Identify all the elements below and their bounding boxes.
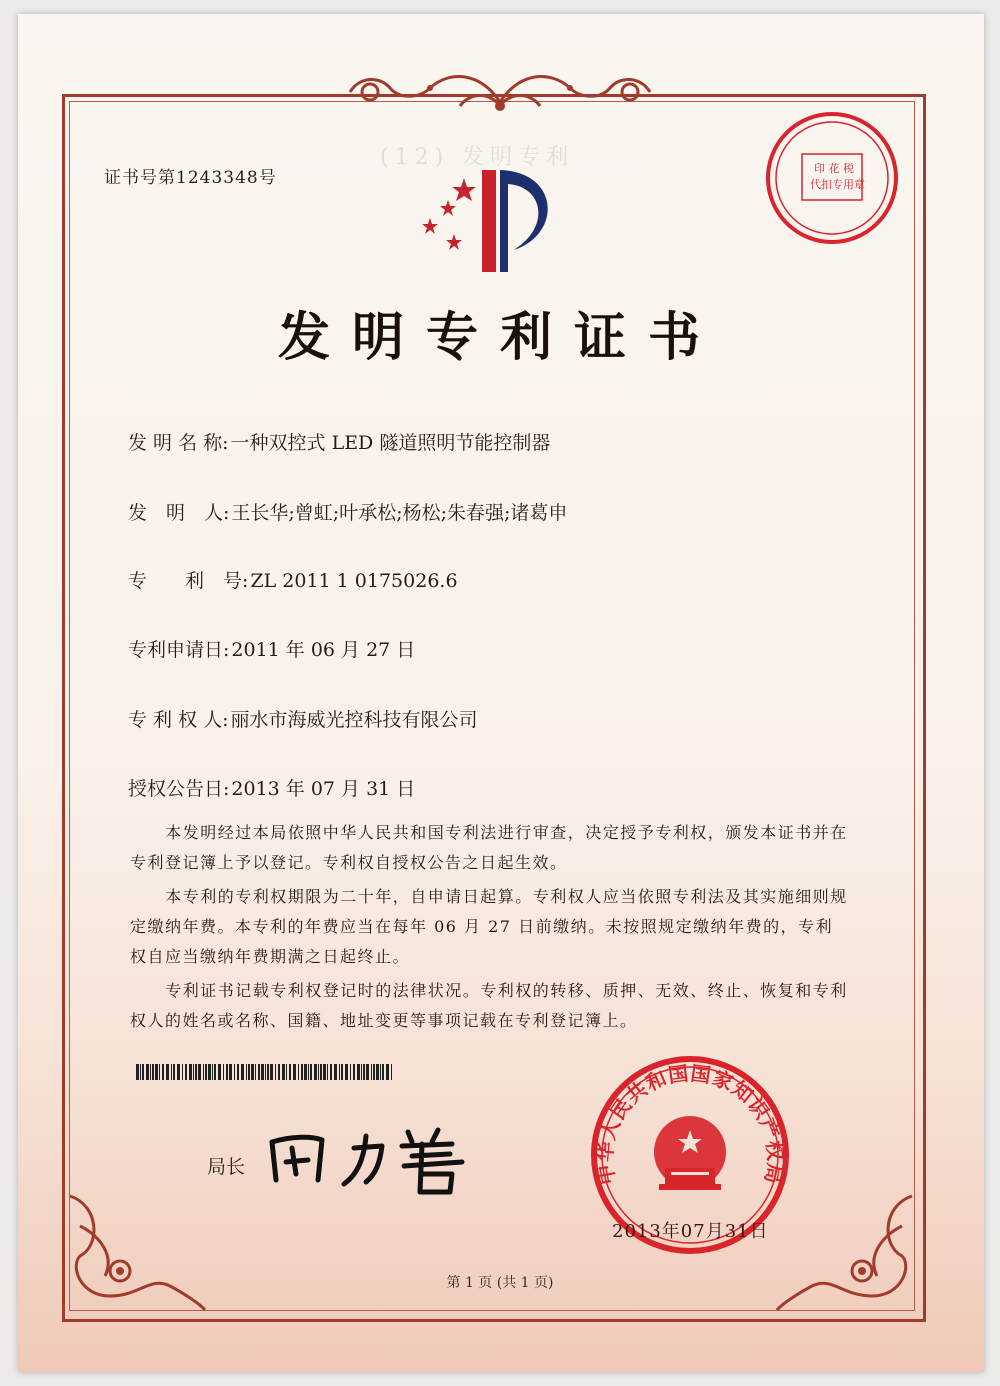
barcode-bar — [304, 1064, 307, 1080]
barcode-bar — [278, 1064, 280, 1080]
barcode-bar — [234, 1064, 235, 1080]
barcode-bar — [261, 1064, 264, 1080]
barcode-bar — [241, 1064, 244, 1080]
svg-text:印 花 税: 印 花 税 — [814, 162, 854, 175]
barcode-bar — [386, 1064, 389, 1080]
barcode-bar — [373, 1064, 375, 1080]
barcode-bar — [323, 1064, 326, 1080]
field-value: 2011 年 06 月 27 日 — [231, 639, 416, 661]
barcode-bar — [282, 1064, 285, 1080]
barcode-bar — [353, 1064, 355, 1080]
barcode-bar — [327, 1064, 328, 1080]
top-ornament — [330, 62, 670, 120]
body-paragraph: 专利证书记载专利权登记时的法律状况。专利权的转移、质押、无效、终止、恢复和专利权人的姓名或名称、国籍、地址变更等事项记载在专利登记簿上。 — [130, 981, 848, 1030]
field-invention-name — [128, 428, 550, 455]
barcode-bar — [212, 1064, 213, 1080]
barcode-bar — [270, 1064, 273, 1080]
barcode-bar — [177, 1064, 180, 1080]
sipo-logo — [410, 160, 570, 280]
svg-text:代扣专用章: 代扣专用章 — [810, 178, 865, 191]
barcode-bar — [173, 1064, 175, 1080]
barcode-bar — [214, 1064, 216, 1080]
barcode-bar — [361, 1064, 362, 1080]
field-patentee — [128, 705, 478, 732]
barcode-bar — [301, 1064, 303, 1080]
barcode-bar — [320, 1064, 322, 1080]
barcode-bar — [318, 1064, 319, 1080]
barcode-bar — [345, 1064, 348, 1080]
director-label: 局长 — [207, 1156, 246, 1178]
field-patent-number — [128, 566, 458, 593]
barcode-bar — [275, 1064, 276, 1080]
barcode-bar — [205, 1064, 207, 1080]
barcode-bar — [223, 1064, 224, 1080]
barcode-bar — [258, 1064, 260, 1080]
barcode-bar — [142, 1064, 144, 1080]
barcode-bar — [146, 1064, 149, 1080]
barcode-bar — [166, 1064, 169, 1080]
field-label: 专利申请日: — [128, 639, 230, 661]
barcode — [136, 1064, 396, 1080]
barcode-bar — [357, 1064, 360, 1080]
field-value: 王长华;曾虹;叶承松;杨松;朱春强;诸葛申 — [231, 502, 568, 524]
barcode-bar — [195, 1064, 197, 1080]
barcode-bar — [226, 1064, 228, 1080]
barcode-bar — [330, 1064, 332, 1080]
barcode-bar — [185, 1064, 187, 1080]
barcode-bar — [162, 1064, 164, 1080]
barcode-bar — [267, 1064, 269, 1080]
barcode-bar — [229, 1064, 232, 1080]
page-title: 发明专利证书 — [277, 308, 722, 368]
field-inventors — [128, 498, 567, 525]
barcode-bar — [150, 1064, 151, 1080]
barcode-bar — [193, 1064, 194, 1080]
field-label: 发 明 名 称: — [128, 432, 229, 454]
field-label: 授权公告日: — [128, 778, 230, 800]
background-watermark: (12) 发明专利 — [380, 145, 575, 170]
field-label: 专 利 号: — [128, 570, 249, 592]
barcode-bar — [255, 1064, 256, 1080]
barcode-bar — [334, 1064, 337, 1080]
barcode-bar — [363, 1064, 365, 1080]
seal-date: 2013年07月31日 — [612, 1221, 769, 1242]
barcode-bar — [341, 1064, 343, 1080]
barcode-bar — [155, 1064, 158, 1080]
barcode-bar — [314, 1064, 317, 1080]
barcode-bar — [218, 1064, 221, 1080]
barcode-bar — [366, 1064, 369, 1080]
barcode-bar — [339, 1064, 340, 1080]
barcode-bar — [152, 1064, 154, 1080]
barcode-bar — [293, 1064, 296, 1080]
seal-text: 中华人民共和国国家知识产权局 — [592, 1061, 788, 1187]
barcode-bar — [371, 1064, 372, 1080]
barcode-bar — [251, 1064, 254, 1080]
certificate-body — [130, 818, 850, 1040]
page-footer: 第 1 页 (共 1 页) — [446, 1275, 554, 1291]
field-value: ZL 2011 1 0175026.6 — [250, 570, 458, 592]
barcode-bar — [298, 1064, 299, 1080]
barcode-bar — [382, 1064, 384, 1080]
agency-seal — [762, 108, 902, 248]
barcode-bar — [246, 1064, 247, 1080]
barcode-bar — [198, 1064, 201, 1080]
barcode-bar — [286, 1064, 287, 1080]
bottom-left-ornament — [60, 1186, 210, 1316]
field-label: 发 明 人: — [128, 502, 230, 524]
barcode-bar — [265, 1064, 266, 1080]
barcode-bar — [376, 1064, 379, 1080]
barcode-bar — [208, 1064, 211, 1080]
barcode-bar — [248, 1064, 250, 1080]
field-label: 专 利 权 人: — [128, 709, 229, 731]
barcode-bar — [171, 1064, 172, 1080]
certificate-number: 证书号第1243348号 — [104, 168, 277, 188]
barcode-bar — [136, 1064, 139, 1080]
barcode-bar — [159, 1064, 160, 1080]
field-grant-date — [128, 774, 415, 801]
barcode-bar — [140, 1064, 141, 1080]
body-paragraph: 本专利的专利权期限为二十年，自申请日起算。专利权人应当依照专利法及其实施细则规定缴纳年费。本专利的年费应当在每年 06 月 27 日前缴纳。未按照规定缴纳年费的，专利权自应当缴纳年费期满之日起终止。 — [130, 887, 848, 966]
body-paragraph: 本发明经过本局依照中华人民共和国专利法进行审查，决定授予专利权，颁发本证书并在专利登记簿上予以登记。专利权自授权公告之日起生效。 — [130, 823, 848, 872]
director-signature — [262, 1118, 482, 1198]
field-value: 丽水市海威光控科技有限公司 — [230, 709, 478, 731]
barcode-bar — [203, 1064, 204, 1080]
field-value: 一种双控式 LED 隧道照明节能控制器 — [230, 432, 551, 454]
barcode-bar — [308, 1064, 309, 1080]
barcode-bar — [380, 1064, 381, 1080]
barcode-bar — [350, 1064, 351, 1080]
field-application-date — [128, 635, 415, 662]
barcode-bar — [391, 1064, 392, 1080]
barcode-bar — [182, 1064, 183, 1080]
field-value: 2013 年 07 月 31 日 — [231, 778, 416, 800]
barcode-bar — [289, 1064, 291, 1080]
barcode-bar — [189, 1064, 192, 1080]
barcode-bar — [237, 1064, 239, 1080]
barcode-bar — [310, 1064, 312, 1080]
